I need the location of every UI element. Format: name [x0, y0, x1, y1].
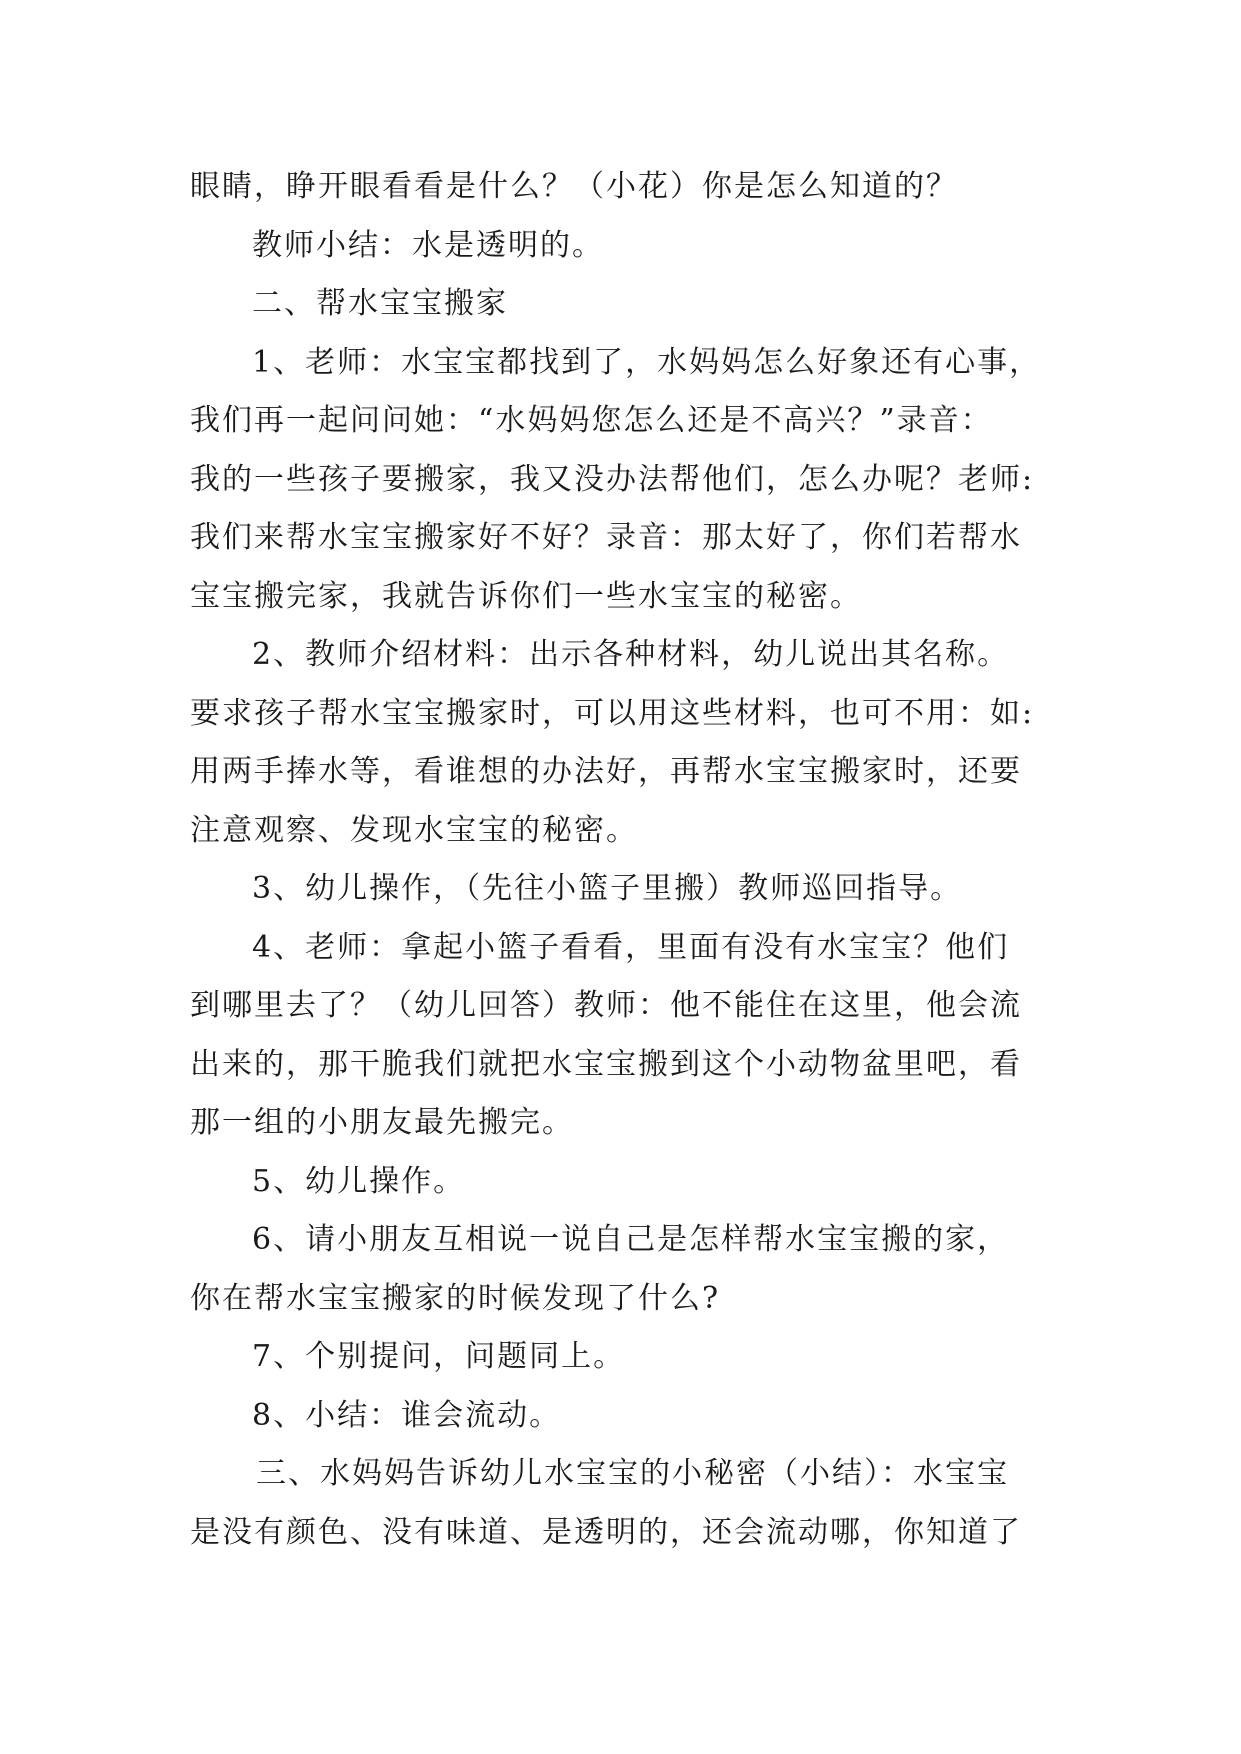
- text-line: 那一组的小朋友最先搬完。: [190, 1105, 574, 1140]
- text-line: 2、教师介绍材料：出示各种材料，幼儿说出其名称。: [252, 637, 1010, 672]
- text-line: 宝宝搬完家，我就告诉你们一些水宝宝的秘密。: [190, 578, 862, 614]
- text-line: 3、幼儿操作，（先往小篮子里搬）教师巡回指导。: [252, 871, 963, 906]
- text-line: 8、小结：谁会流动。: [252, 1397, 562, 1433]
- text-line: 4、老师：拿起小篮子看看，里面有没有水宝宝？他们: [252, 929, 1010, 965]
- text-line: 我们再一起问问她：“水妈妈您怎么还是不高兴？”录音：: [190, 403, 993, 438]
- document-body: [190, 158, 1070, 1562]
- text-line: 1、老师：水宝宝都找到了，水妈妈怎么好象还有心事，: [252, 344, 1042, 380]
- text-line: 5、幼儿操作。: [252, 1163, 466, 1199]
- text-line: 注意观察、发现水宝宝的秘密。: [190, 812, 638, 848]
- text-line: 教师小结：水是透明的。: [252, 227, 604, 263]
- section-heading: 三、水妈妈告诉幼儿水宝宝的小秘密（小结）：水宝宝: [256, 1456, 1009, 1491]
- text-line: 我们来帮水宝宝搬家好不好？录音：那太好了，你们若帮水: [190, 520, 1022, 555]
- section-heading: 二、帮水宝宝搬家: [252, 286, 508, 321]
- text-line: 要求孩子帮水宝宝搬家时，可以用这些材料，也可不用：如:: [190, 695, 1035, 731]
- text-line: 眼睛，睁开眼看看是什么？（小花）你是怎么知道的？: [190, 169, 958, 204]
- text-line: 你在帮水宝宝搬家的时候发现了什么?: [190, 1280, 721, 1316]
- text-line: 是没有颜色、没有味道、是透明的，还会流动哪，你知道了: [190, 1514, 1022, 1550]
- text-line: 用两手捧水等，看谁想的办法好，再帮水宝宝搬家时，还要: [190, 754, 1022, 789]
- text-line: 出来的，那干脆我们就把水宝宝搬到这个小动物盆里吧，看: [190, 1046, 1022, 1082]
- text-line: 我的一些孩子要搬家，我又没办法帮他们，怎么办呢？老师:: [190, 461, 1035, 497]
- text-line: 到哪里去了？（幼儿回答）教师：他不能住在这里，他会流: [190, 988, 1022, 1023]
- text-line: 6、请小朋友互相说一说自己是怎样帮水宝宝搬的家，: [252, 1222, 1010, 1257]
- text-line: 7、个别提问，问题同上。: [252, 1339, 626, 1374]
